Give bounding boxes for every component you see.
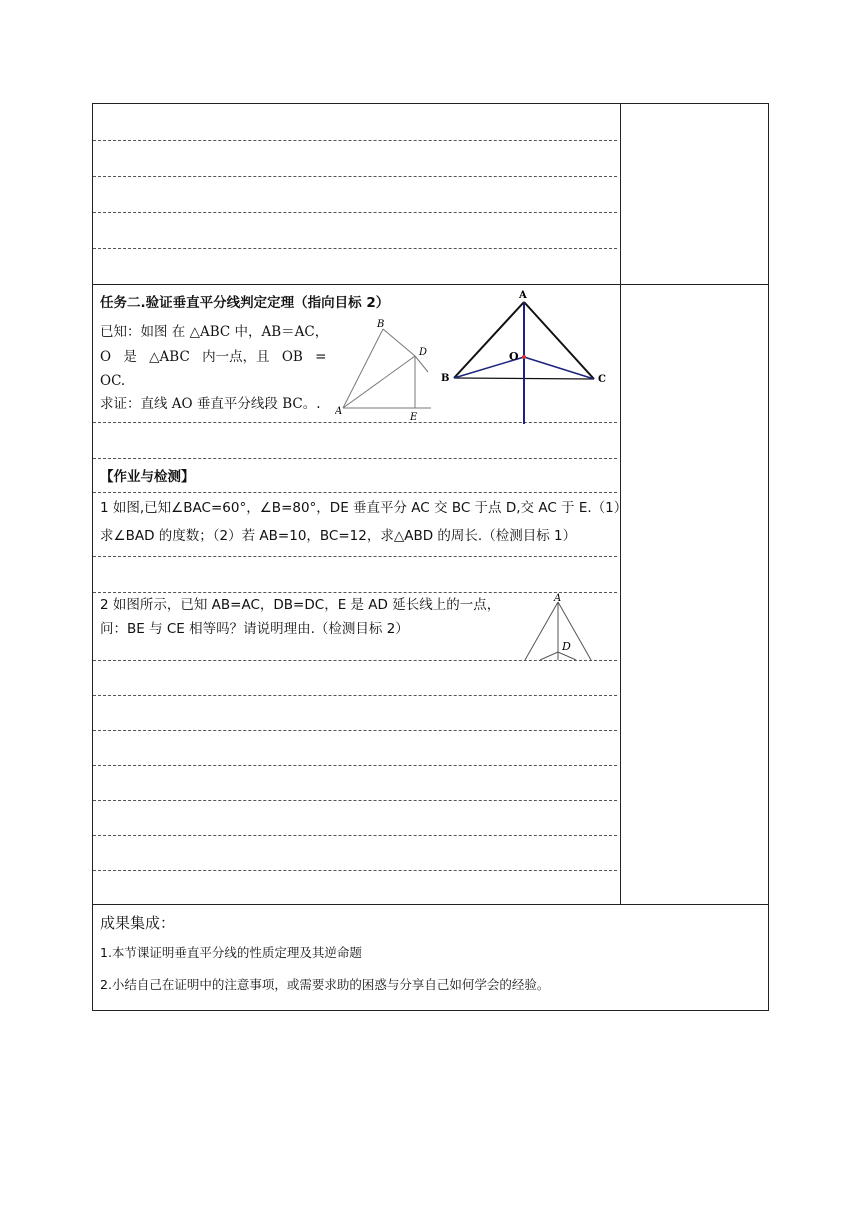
- writing-line: [93, 140, 617, 141]
- label-o: O: [509, 350, 519, 363]
- writing-line: [93, 248, 617, 249]
- label-b: B: [441, 373, 450, 384]
- triangle-figure-q2: [520, 590, 598, 660]
- triangle-figure-small: [335, 316, 440, 424]
- summary-item2: 2.小结自己在证明中的注意事项，或需要求助的困惑与分享自己如何学会的经验。: [100, 977, 550, 992]
- task2-known-line1: 已知：如图 在 △ABC 中，AB＝AC，: [100, 324, 329, 340]
- writing-line: [93, 492, 617, 493]
- homework-q1-line1: 1 如图,已知∠BAC=60°，∠B=80°，DE 垂直平分 AC 交 BC 于点 D,交 AC 于 E.（1）: [100, 500, 628, 516]
- writing-line: [93, 212, 617, 213]
- label-d: D: [419, 347, 428, 358]
- label-d: D: [562, 640, 571, 653]
- writing-line: [93, 695, 617, 696]
- label-a: A: [554, 593, 562, 604]
- row-divider-2: [92, 904, 769, 905]
- summary-item1: 1.本节课证明垂直平分线的性质定理及其逆命题: [100, 945, 362, 960]
- writing-line: [93, 870, 617, 871]
- summary-title: 成果集成：: [100, 914, 176, 932]
- label-b: B: [377, 319, 385, 330]
- homework-q2-line1: 2 如图所示，已知 AB=AC，DB=DC，E 是 AD 延长线上的一点，: [100, 597, 501, 613]
- writing-line: [93, 176, 617, 177]
- writing-line: [93, 556, 617, 557]
- writing-line: [93, 730, 617, 731]
- triangle-figure-main: [437, 286, 615, 424]
- homework-q2-line2: 问：BE 与 CE 相等吗？请说明理由.（检测目标 2）: [100, 621, 409, 637]
- label-c: C: [598, 374, 606, 385]
- writing-line: [93, 800, 617, 801]
- task2-title: 任务二.验证垂直平分线判定定理（指向目标 2）: [100, 295, 390, 311]
- label-e: E: [410, 412, 418, 423]
- label-a: A: [335, 406, 343, 417]
- task2-known-line3: OC.: [100, 373, 126, 389]
- writing-line: [93, 660, 617, 661]
- writing-line: [93, 835, 617, 836]
- task2-known-line2: O 是 △ABC 内一点，且 OB =: [100, 349, 327, 365]
- main-table: [92, 103, 769, 1011]
- homework-heading: 【作业与检测】: [100, 469, 195, 485]
- writing-line: [93, 458, 617, 459]
- label-a: A: [519, 290, 527, 301]
- row-divider-1: [92, 284, 769, 285]
- writing-line: [93, 765, 617, 766]
- task2-prove: 求证：直线 AO 垂直平分线段 BC。.: [100, 396, 321, 412]
- homework-q1-line2: 求∠BAD 的度数；（2）若 AB=10，BC=12，求△ABD 的周长.（检测目标 1）: [100, 528, 577, 544]
